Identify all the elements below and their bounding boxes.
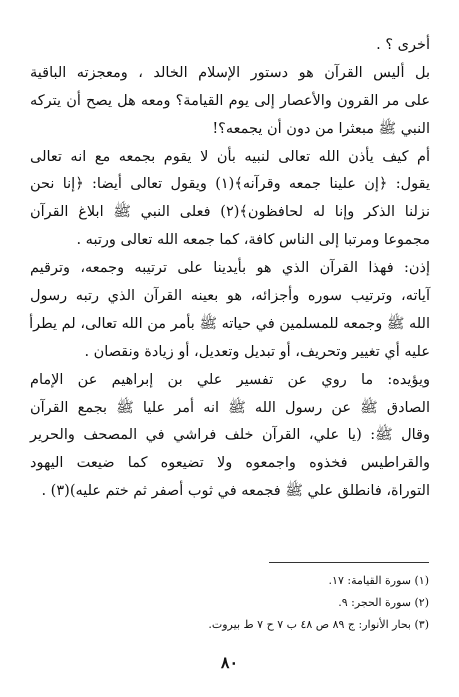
text-line: التوراة، فانطلق علي ﷺ فجمعه في ثوب أصفر ثم ختم عليه)(٣) .: [41, 483, 430, 500]
footnote: (٣) بحار الأنوار: ج ٨٩ ص ٤٨ ب ٧ ح ٧ ط بيروت.: [208, 618, 429, 631]
text-line: نزلنا الذكر وإنا له لحافظون﴾(٢) فعلى النبي ﷺ ابلاغ القرآن: [30, 204, 430, 221]
footnotes: [29, 570, 429, 636]
text-line: الله ﷺ وجمعه للمسلمين في حياته ﷺ بأمر من الله تعالى، لم يطرأ: [29, 315, 430, 332]
body-text: [30, 32, 430, 506]
page-number: ٨٠: [220, 653, 239, 672]
text-line: أم كيف يأذن الله تعالى لنبيه بأن لا يقوم بجمعه مع انه تعالى: [30, 148, 430, 165]
text-line: وقال ﷺ: (يا علي، القرآن خلف فراشي في المصحف والحرير: [30, 427, 430, 444]
footnote: (١) سورة القيامة: ١٧.: [328, 574, 429, 587]
text-line: بل أليس القرآن هو دستور الإسلام الخالد ، ومعجزته الباقية: [30, 64, 430, 81]
text-line: على مر القرون والأعصار إلى يوم القيامة؟ ومعه هل يصح أن يتركه: [30, 92, 430, 109]
footnote-divider: [269, 562, 429, 563]
text-line: والقراطيس فخذوه واجمعوه ولا تضيعوه كما ضيعت اليهود: [30, 455, 430, 472]
text-line: ويؤيده: ما روي عن تفسير علي بن إبراهيم عن الإمام: [30, 371, 430, 388]
text-line: الصادق ﷺ عن رسول الله ﷺ انه أمر عليا ﷺ بجمع القرآن: [30, 399, 430, 416]
text-line: عليه أي تغيير وتحريف، أو تبديل وتعديل، أو زيادة ونقصان .: [84, 343, 430, 360]
text-line: إذن: فهذا القرآن الذي هو بأيدينا على ترتيبه وجمعه، وترقيم: [30, 260, 430, 277]
text-line: النبي ﷺ مبعثرا من دون أن يجمعه؟!: [212, 120, 430, 137]
text-line: يقول: ﴿إن علينا جمعه وقرآنه﴾(١) ويقول تعالى أيضا: ﴿إنا نحن: [30, 176, 430, 193]
text-line: أخرى ؟ .: [376, 37, 430, 53]
footnote: (٢) سورة الحجر: ٩.: [338, 596, 429, 609]
text-line: آياته، وترتيب سوره وأجزائه، هو بعينه القرآن الذي رتبه رسول: [30, 288, 430, 305]
text-line: مجموعا ومرتبا إلى الناس كافة، كما جمعه الله تعالى ورتبه .: [76, 232, 430, 249]
